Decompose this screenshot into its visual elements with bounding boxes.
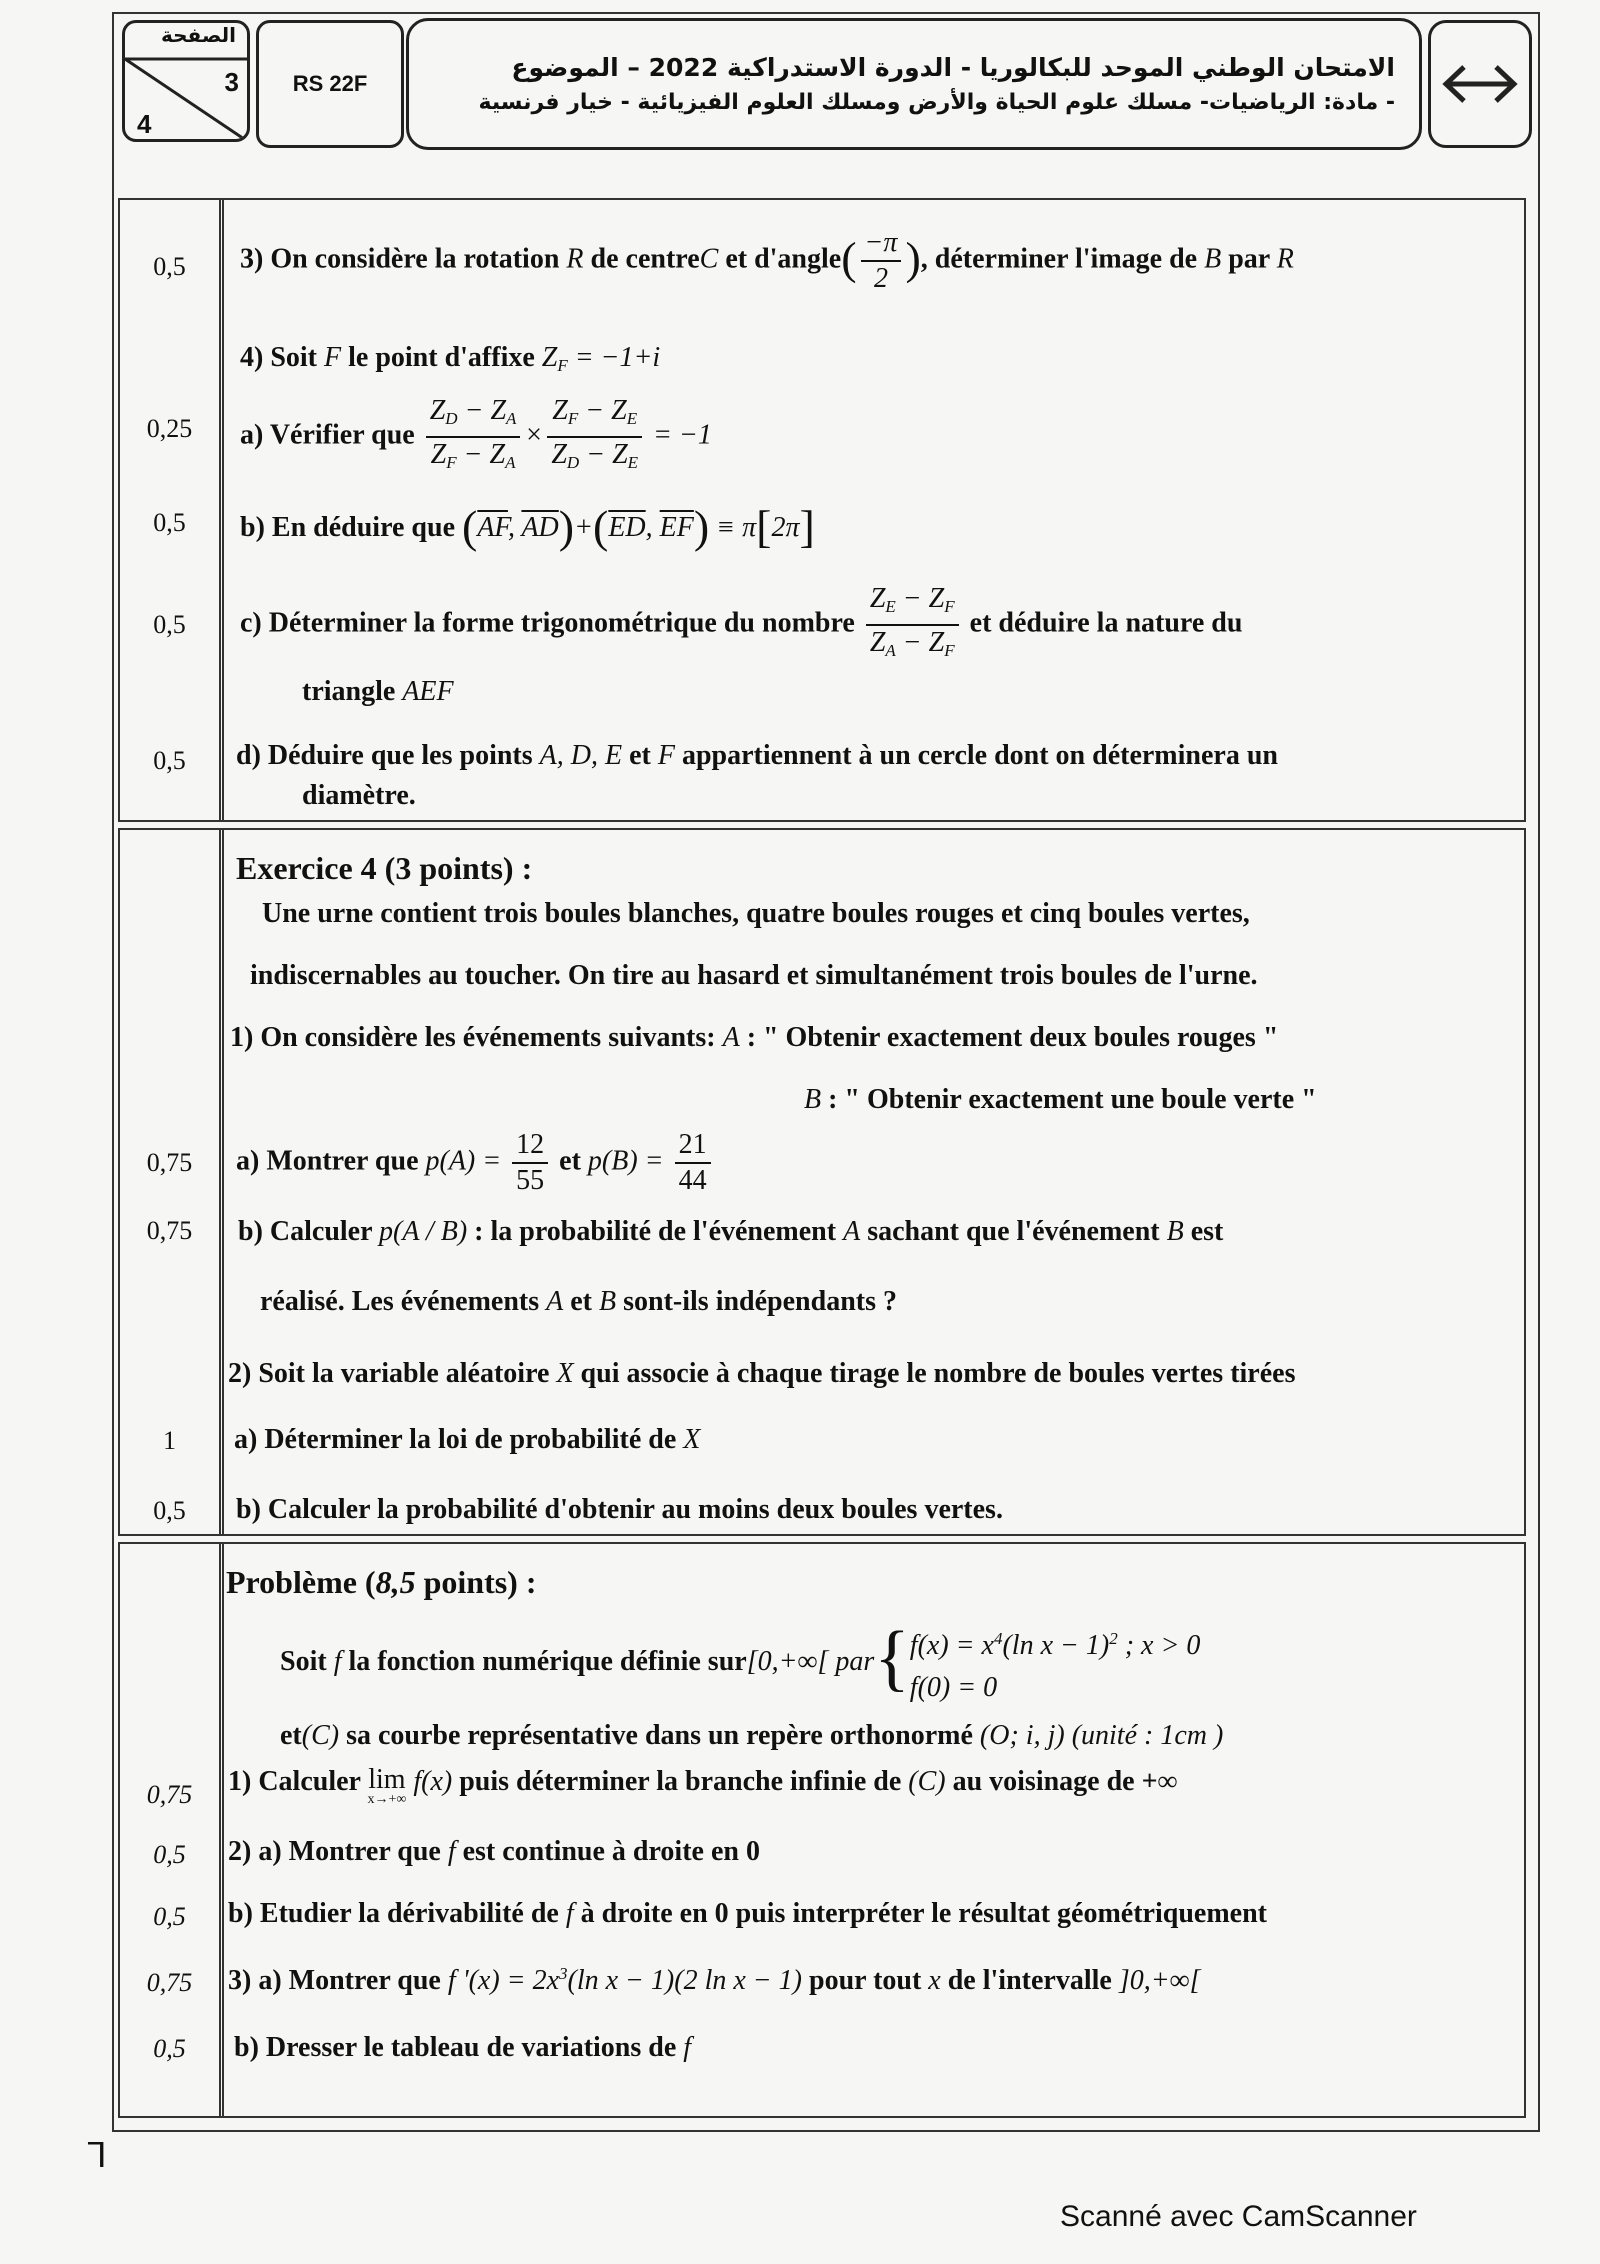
problem-section <box>118 1542 1526 2118</box>
score: 0,5 <box>153 252 186 281</box>
exam-title-line2: - مادة: الرياضيات- مسلك علوم الحياة والأرض ومسلك العلوم الفيزيائية - خيار فرنسية <box>478 90 1395 115</box>
score: 0,5 <box>153 610 186 639</box>
question-4: 4) Soit F le point d'affixe $Z_F = -1+i$ <box>240 342 661 375</box>
score: 0,5 <box>153 1902 186 1931</box>
score: 0,5 <box>153 508 186 537</box>
exercise4-text-2: indiscernables au toucher. On tire au hasard et simultanément trois boules de l'urne. <box>250 960 1258 991</box>
problem-question-2a: 2) a) Montrer que f est continue à droite en 0 <box>228 1836 760 1867</box>
exercise4-section <box>118 828 1526 1536</box>
exercise4-title: Exercice 4 (3 points) : <box>236 850 533 886</box>
page-number: 3 <box>224 67 239 97</box>
question-2a: a) Déterminer la loi de probabilité de X <box>234 1424 701 1455</box>
score: 0,75 <box>146 1216 193 1245</box>
question-1: 1) On considère les événements suivants: A : " Obtenir exactement deux boules rouges " <box>230 1022 1279 1053</box>
question-4d-cont: diamètre. <box>302 780 416 811</box>
exam-code: RS 22F <box>256 20 404 148</box>
function-definition: Soit f la fonction numérique définie sur[0,+∞[ par{ $f(x) = x^4(\ln$ x − 1)$^2$ ; x > 0 f(0) = 0 <box>280 1617 1201 1704</box>
score: 0,75 <box>146 1780 193 1809</box>
question-4b: b) En déduire que ($\overline{AF}$, $\overline{AD})+(\overline{ED}$, $\overline{EF}) \equiv \pi[2\pi]$ <box>240 501 815 552</box>
score: 0,75 <box>146 1148 193 1177</box>
exercise3-section <box>118 198 1526 822</box>
question-1b: b) Calculer p(A / B) : la probabilité de l'événement A sachant que l'événement B est <box>238 1216 1224 1247</box>
problem-title: Problème (8,5 points) : <box>226 1564 537 1600</box>
score-column <box>120 830 224 1534</box>
question-2b: b) Calculer la probabilité d'obtenir au moins deux boules vertes. <box>236 1494 1003 1525</box>
page-number-box <box>122 20 250 142</box>
score: 0,25 <box>146 414 193 443</box>
exam-title-line1: الامتحان الوطني الموحد للبكالوريا - الدورة الاستدراكية 2022 – الموضوع <box>511 53 1395 82</box>
question-1a: a) Montrer que p(A) = $\frac{12}{55}$ et p(B) = $\frac{21}{44}$ <box>236 1128 715 1198</box>
problem-question-2b: b) Etudier la dérivabilité de f à droite en 0 puis interpréter le résultat géométriquement <box>228 1898 1267 1929</box>
question-4a: a) Vérifier que $\frac{Z_D - Z_A}{Z_F - Z_A}$ × $\frac{Z_F - Z_E}{Z_D - Z_E}$ = −1 <box>240 395 712 472</box>
problem-question-1: 1) Calculer lim x→+∞ f(x) puis déterminer la branche infinie de (C) au voisinage de +∞ <box>228 1764 1178 1807</box>
score: 0,5 <box>153 1840 186 1869</box>
scanner-watermark: Scanné avec CamScanner <box>1060 2200 1417 2233</box>
question-2: 2) Soit la variable aléatoire X qui associe à chaque tirage le nombre de boules vertes tirées <box>228 1358 1296 1389</box>
score: 1 <box>163 1426 176 1455</box>
exam-title-box <box>406 18 1422 150</box>
question-4c: c) Déterminer la forme trigonométrique du nombre $\frac{Z_E - Z_F}{Z_A - Z_F}$ et déduire la nature du <box>240 583 1243 660</box>
question-3: 3) On considère la rotation R de centreC et d'angle( $\frac{-\pi}{2}$ ), déterminer l'image de B par R <box>240 227 1294 294</box>
exercise4-text-1: Une urne contient trois boules blanches, quatre boules rouges et cinq boules vertes, <box>262 898 1250 929</box>
question-1b-cont: réalisé. Les événements A et B sont-ils indépendants ? <box>260 1286 897 1317</box>
score: 0,5 <box>153 2034 186 2063</box>
question-4c-cont: triangle AEF <box>302 676 454 707</box>
score-column <box>120 1544 224 2116</box>
page-total: 4 <box>137 109 152 139</box>
score: 0,75 <box>146 1968 193 1997</box>
page-label: الصفحة <box>161 23 237 47</box>
score: 0,5 <box>153 1496 186 1525</box>
score: 0,5 <box>153 746 186 775</box>
problem-question-3a: 3) a) Montrer que f '$(x) = 2x^3(\ln$ x − 1)(2 ln x − 1) pour tout x de l'intervalle ]0,+∞[ <box>228 1964 1201 1996</box>
question-1-event-b: B : " Obtenir exactement une boule verte " <box>804 1084 1317 1115</box>
double-arrow-icon <box>1428 20 1532 148</box>
score-column <box>120 200 224 820</box>
curve-definition: et(C) sa courbe représentative dans un repère orthonormé (O; i, j) (unité : 1cm ) <box>280 1720 1224 1751</box>
question-4d: d) Déduire que les points A, D, E et F appartiennent à un cercle dont on déterminera un <box>236 740 1278 771</box>
handwritten-mark: ᒣ <box>86 2138 107 2175</box>
problem-question-3b: b) Dresser le tableau de variations de f <box>234 2032 692 2063</box>
